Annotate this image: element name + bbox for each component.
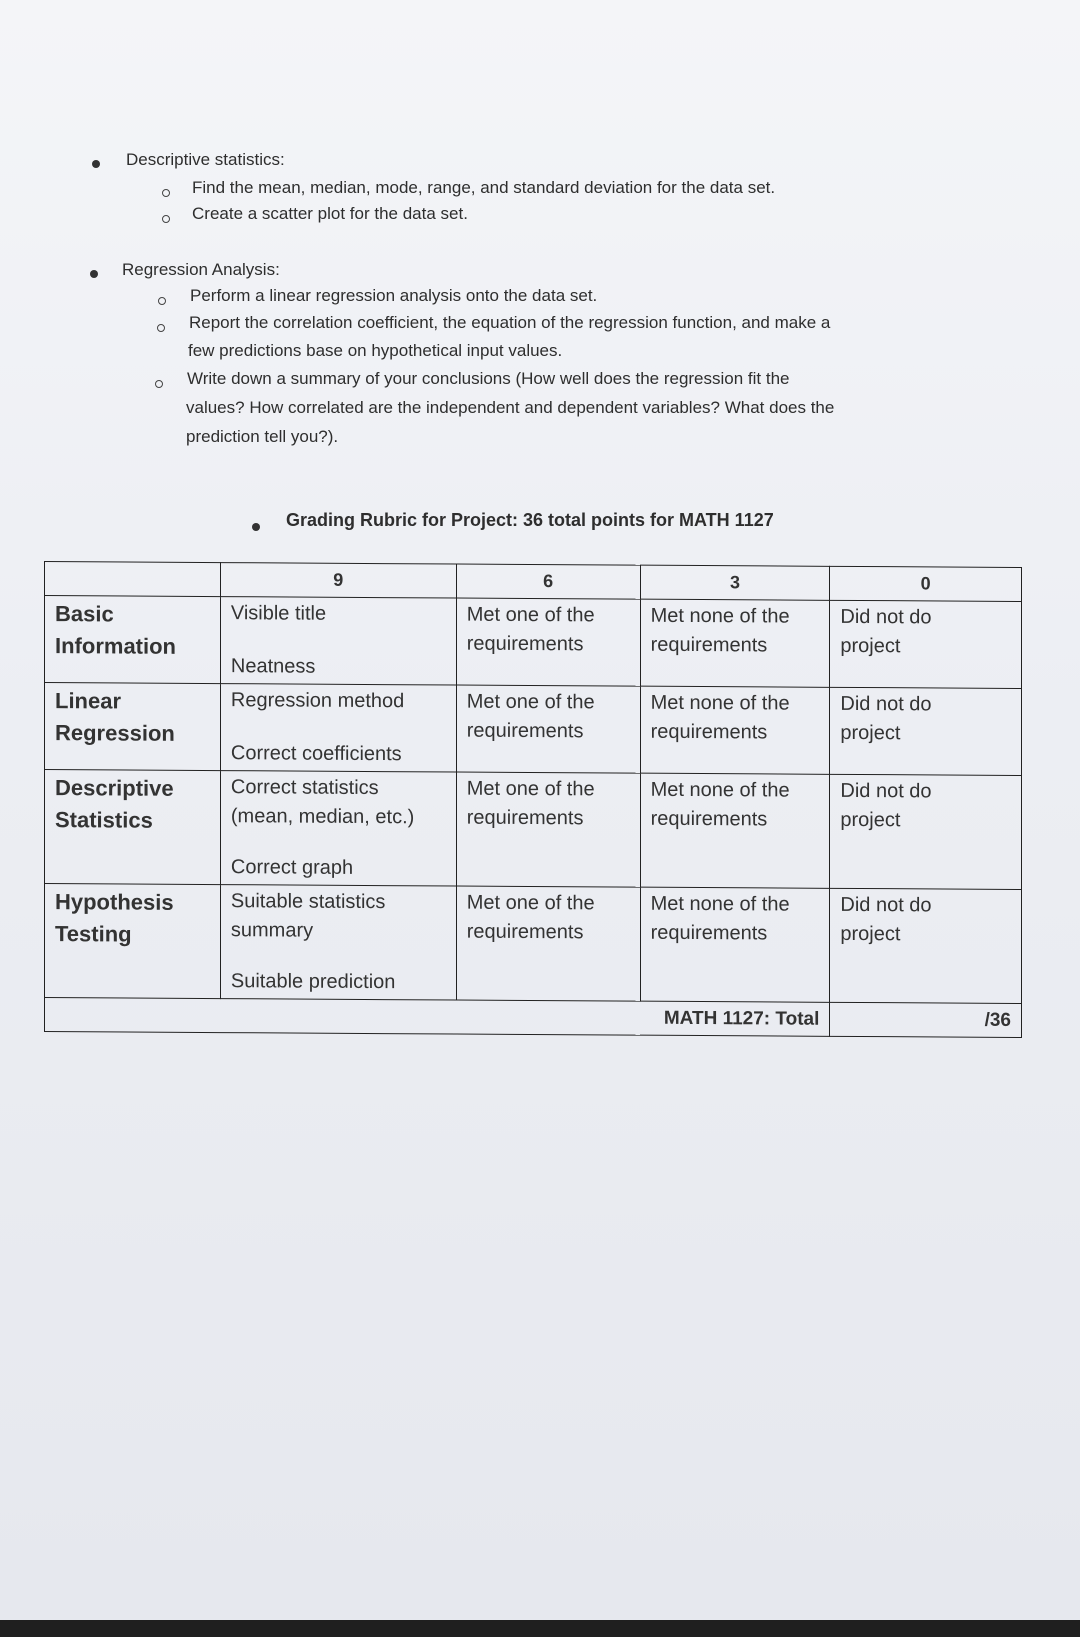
regression-item: Perform a linear regression analysis onto the data set. bbox=[190, 286, 598, 305]
criteria-line bbox=[231, 715, 446, 740]
score-line: requirements bbox=[466, 806, 584, 830]
header-cell-0: 0 bbox=[830, 566, 1022, 601]
score-line: requirements bbox=[466, 719, 584, 743]
score-line: requirements bbox=[650, 720, 768, 744]
score-0-cell bbox=[830, 600, 1022, 688]
header-cell-6: 6 bbox=[456, 564, 640, 599]
descriptive-item: Find the mean, median, mode, range, and standard deviation for the data set. bbox=[192, 178, 776, 197]
circle-bullet-icon bbox=[158, 297, 166, 305]
header-cell-9: 9 bbox=[220, 563, 456, 598]
score-line: requirements bbox=[650, 633, 768, 657]
score-line: Met one of the bbox=[466, 777, 595, 801]
score-line: project bbox=[840, 721, 901, 745]
circle-bullet-icon bbox=[155, 380, 163, 388]
category-line: Linear bbox=[55, 688, 122, 714]
table-row bbox=[45, 884, 1022, 1004]
criteria-line: Neatness bbox=[230, 655, 316, 678]
criteria-cell bbox=[220, 885, 456, 1000]
bullet-icon bbox=[90, 270, 98, 278]
score-0-cell bbox=[830, 888, 1022, 1003]
table-row bbox=[45, 770, 1022, 890]
bullet-icon bbox=[252, 523, 260, 531]
criteria-cell bbox=[220, 597, 456, 685]
criteria-line: Regression method bbox=[230, 689, 405, 713]
category-line: Information bbox=[55, 633, 176, 659]
criteria-line bbox=[231, 628, 446, 653]
row-category bbox=[45, 770, 221, 885]
table-surface bbox=[0, 1620, 1080, 1637]
circle-bullet-icon bbox=[162, 189, 170, 197]
regression-item: Report the correlation coefficient, the equation of the regression function, and make a bbox=[189, 313, 831, 332]
regression-item: prediction tell you?). bbox=[186, 427, 339, 446]
category-line: Hypothesis bbox=[55, 889, 174, 915]
criteria-line bbox=[231, 831, 446, 854]
score-3-cell bbox=[640, 773, 830, 888]
row-category bbox=[45, 596, 221, 684]
criteria-line: Suitable statistics bbox=[230, 890, 386, 914]
category-line: Statistics bbox=[55, 807, 153, 833]
score-6-cell bbox=[456, 772, 640, 887]
total-label: MATH 1127: Total bbox=[45, 998, 830, 1037]
header-cell-empty bbox=[45, 562, 221, 597]
score-line: Met one of the bbox=[466, 891, 595, 915]
criteria-line: Correct coefficients bbox=[230, 742, 402, 766]
total-value: /36 bbox=[830, 1002, 1022, 1037]
descriptive-item: Create a scatter plot for the data set. bbox=[192, 204, 468, 223]
score-6-cell bbox=[456, 685, 640, 773]
total-row bbox=[45, 998, 1022, 1038]
category-line: Testing bbox=[55, 921, 132, 947]
table-row bbox=[45, 683, 1022, 776]
descriptive-heading: Descriptive statistics: bbox=[126, 150, 285, 169]
header-cell-3: 3 bbox=[640, 565, 830, 600]
row-category bbox=[45, 683, 221, 771]
regression-heading: Regression Analysis: bbox=[122, 260, 280, 279]
score-line: Did not do bbox=[840, 605, 932, 629]
score-line: requirements bbox=[466, 920, 584, 944]
score-3-cell bbox=[640, 887, 830, 1002]
circle-bullet-icon bbox=[162, 215, 170, 223]
criteria-line: Correct graph bbox=[230, 856, 354, 879]
criteria-cell bbox=[220, 771, 456, 886]
score-3-cell bbox=[640, 686, 830, 774]
score-line: project bbox=[840, 922, 901, 946]
criteria-line bbox=[231, 945, 446, 968]
criteria-line: Suitable prediction bbox=[230, 970, 396, 994]
regression-item: Write down a summary of your conclusions (How well does the regression fit the bbox=[187, 369, 790, 388]
score-line: Met none of the bbox=[650, 892, 790, 916]
score-line: requirements bbox=[650, 921, 768, 945]
score-line: Did not do bbox=[840, 779, 932, 803]
criteria-line: Correct statistics bbox=[230, 776, 379, 800]
score-0-cell bbox=[830, 774, 1022, 889]
regression-item: few predictions base on hypothetical input values. bbox=[188, 341, 563, 360]
score-line: Met one of the bbox=[466, 690, 595, 714]
score-3-cell bbox=[640, 599, 830, 687]
score-line: requirements bbox=[650, 807, 768, 831]
grading-rubric-table bbox=[44, 561, 1022, 1038]
criteria-line: Visible title bbox=[230, 602, 327, 625]
category-line: Descriptive bbox=[55, 775, 174, 801]
score-line: requirements bbox=[466, 632, 584, 656]
score-line: Did not do bbox=[840, 893, 932, 917]
score-line: Met none of the bbox=[650, 691, 790, 715]
score-line: Met none of the bbox=[650, 604, 790, 628]
score-line: Met one of the bbox=[466, 603, 595, 627]
criteria-line: (mean, median, etc.) bbox=[230, 805, 415, 829]
row-category bbox=[45, 884, 221, 999]
score-6-cell bbox=[456, 886, 640, 1001]
category-line: Basic bbox=[55, 601, 114, 627]
criteria-cell bbox=[220, 684, 456, 772]
regression-item: values? How correlated are the independent and dependent variables? What does the bbox=[186, 398, 835, 417]
score-6-cell bbox=[456, 598, 640, 686]
rubric-title: Grading Rubric for Project: 36 total points for MATH 1127 bbox=[286, 510, 774, 530]
score-line: project bbox=[840, 634, 901, 658]
score-line: Did not do bbox=[840, 692, 932, 716]
table-row bbox=[45, 596, 1022, 689]
category-line: Regression bbox=[55, 720, 175, 746]
score-line: Met none of the bbox=[650, 778, 790, 802]
bullet-icon bbox=[92, 160, 100, 168]
score-0-cell bbox=[830, 687, 1022, 775]
circle-bullet-icon bbox=[157, 324, 165, 332]
score-line: project bbox=[840, 808, 901, 832]
criteria-line: summary bbox=[230, 919, 314, 942]
